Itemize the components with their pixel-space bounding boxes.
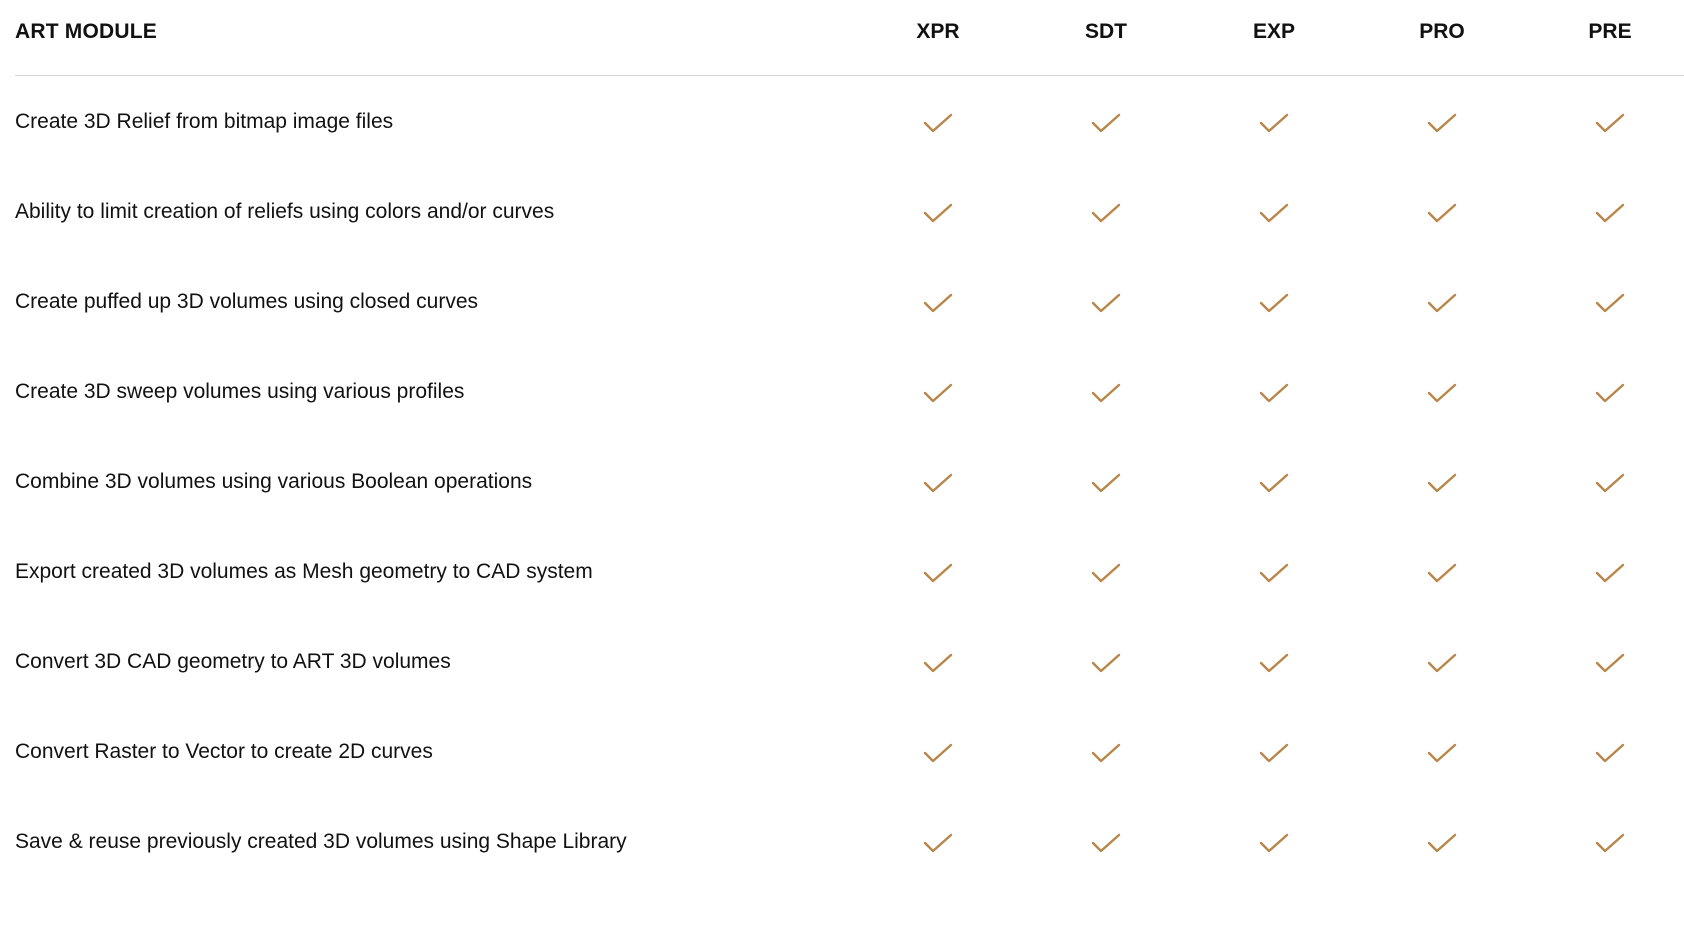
checkmark-icon: [923, 472, 953, 496]
checkmark-icon: [1427, 742, 1457, 766]
checkmark-icon: [1259, 742, 1289, 766]
feature-label: Save & reuse previously created 3D volumes using Shape Library: [15, 830, 627, 853]
checkmark-icon: [1427, 202, 1457, 226]
checkmark-icon: [1259, 382, 1289, 406]
checkmark-icon: [1427, 472, 1457, 496]
column-header-sdt: SDT: [1085, 20, 1127, 43]
checkmark-icon: [1259, 832, 1289, 856]
table-row: [15, 706, 1684, 796]
feature-label: Convert Raster to Vector to create 2D curves: [15, 740, 433, 763]
checkmark-icon: [1595, 112, 1625, 136]
checkmark-icon: [923, 652, 953, 676]
column-header-xpr: XPR: [916, 20, 960, 43]
table-row: [15, 256, 1684, 346]
checkmark-icon: [1091, 292, 1121, 316]
checkmark-icon: [1091, 472, 1121, 496]
checkmark-icon: [1595, 472, 1625, 496]
checkmark-icon: [923, 292, 953, 316]
checkmark-icon: [1427, 382, 1457, 406]
feature-label: Export created 3D volumes as Mesh geometry to CAD system: [15, 560, 593, 583]
checkmark-icon: [1595, 652, 1625, 676]
checkmark-icon: [1427, 292, 1457, 316]
feature-label: Convert 3D CAD geometry to ART 3D volumes: [15, 650, 451, 673]
column-header-pro: PRO: [1419, 20, 1465, 43]
feature-label: Create 3D Relief from bitmap image files: [15, 110, 394, 133]
table-row: [15, 526, 1684, 616]
feature-label: Combine 3D volumes using various Boolean operations: [15, 470, 533, 493]
checkmark-icon: [923, 742, 953, 766]
checkmark-icon: [1091, 742, 1121, 766]
feature-label: Ability to limit creation of reliefs using colors and/or curves: [15, 200, 555, 223]
checkmark-icon: [1091, 832, 1121, 856]
checkmark-icon: [1259, 112, 1289, 136]
checkmark-icon: [1091, 112, 1121, 136]
table-row: [15, 76, 1684, 166]
checkmark-icon: [1091, 652, 1121, 676]
checkmark-icon: [923, 382, 953, 406]
checkmark-icon: [1259, 562, 1289, 586]
module-title: ART MODULE: [15, 20, 157, 43]
checkmark-icon: [923, 202, 953, 226]
comparison-table: [15, 0, 1684, 886]
checkmark-icon: [1091, 202, 1121, 226]
table-header: [15, 0, 1684, 76]
checkmark-icon: [1427, 562, 1457, 586]
checkmark-icon: [923, 562, 953, 586]
checkmark-icon: [1595, 202, 1625, 226]
checkmark-icon: [1427, 652, 1457, 676]
column-header-pre: PRE: [1588, 20, 1632, 43]
checkmark-icon: [1427, 112, 1457, 136]
column-header-exp: EXP: [1252, 20, 1296, 43]
table-row: [15, 346, 1684, 436]
checkmark-icon: [1595, 832, 1625, 856]
checkmark-icon: [1259, 202, 1289, 226]
table-body: [15, 76, 1684, 886]
checkmark-icon: [1427, 832, 1457, 856]
table-row: [15, 616, 1684, 706]
table-row: [15, 796, 1684, 886]
checkmark-icon: [1259, 652, 1289, 676]
checkmark-icon: [1091, 562, 1121, 586]
checkmark-icon: [923, 832, 953, 856]
checkmark-icon: [1595, 742, 1625, 766]
checkmark-icon: [1259, 472, 1289, 496]
table-row: [15, 166, 1684, 256]
checkmark-icon: [1595, 562, 1625, 586]
table-row: [15, 436, 1684, 526]
feature-label: Create puffed up 3D volumes using closed curves: [15, 290, 479, 313]
checkmark-icon: [1091, 382, 1121, 406]
checkmark-icon: [1259, 292, 1289, 316]
checkmark-icon: [1595, 292, 1625, 316]
checkmark-icon: [1595, 382, 1625, 406]
feature-label: Create 3D sweep volumes using various profiles: [15, 380, 465, 403]
checkmark-icon: [923, 112, 953, 136]
